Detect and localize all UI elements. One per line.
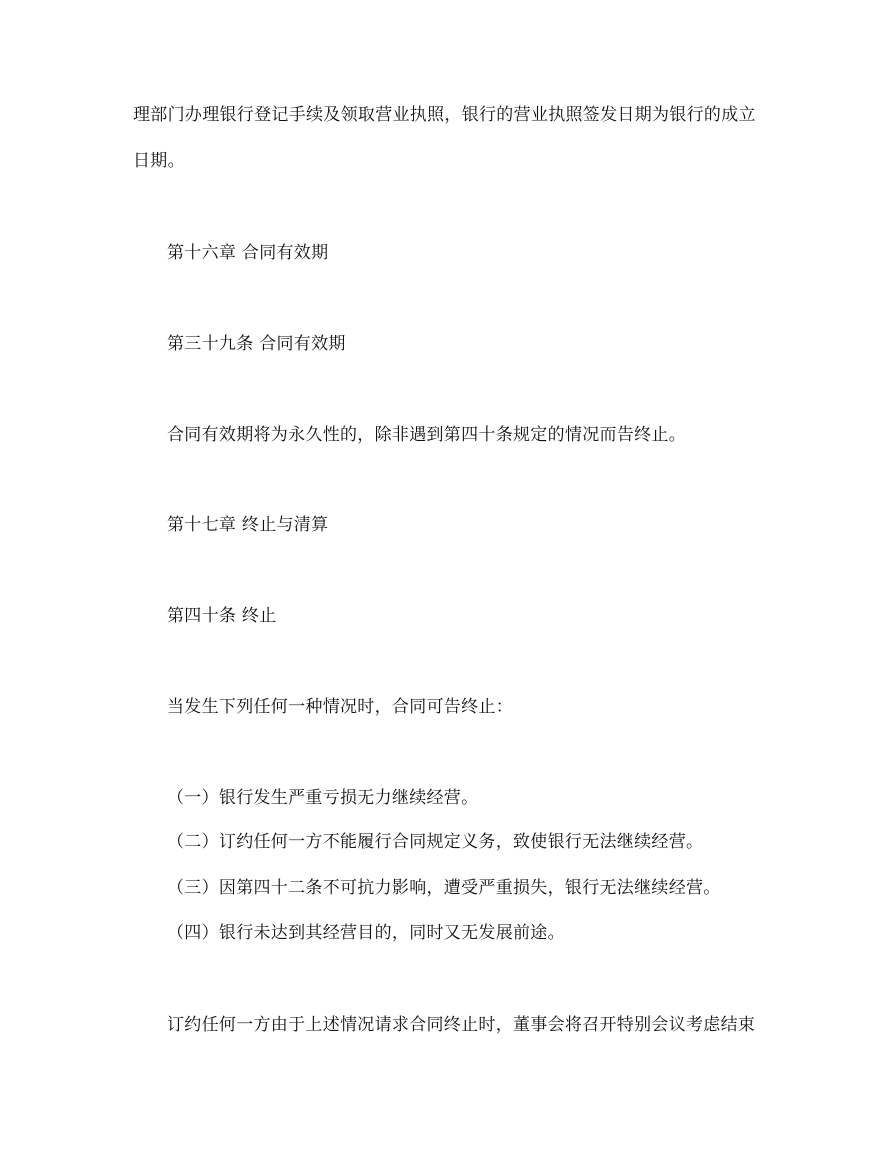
article-40-heading: 第四十条 终止 — [167, 606, 277, 626]
chapter-17-heading: 第十七章 终止与清算 — [167, 515, 329, 535]
article-40-closing: 订约任何一方由于上述情况请求合同终止时，董事会将召开特别会议考虑结束 — [167, 1015, 756, 1035]
continuation-line-2: 日期。 — [133, 151, 185, 171]
termination-item-3: （三）因第四十二条不可抗力影响，遭受严重损失，银行无法继续经营。 — [167, 878, 721, 898]
termination-item-1: （一）银行发生严重亏损无力继续经营。 — [167, 788, 479, 808]
article-40-intro: 当发生下列任何一种情况时，合同可告终止： — [167, 697, 513, 717]
termination-item-4: （四）银行未达到其经营目的，同时又无发展前途。 — [167, 923, 565, 943]
chapter-16-heading: 第十六章 合同有效期 — [167, 243, 329, 263]
article-39-body: 合同有效期将为永久性的，除非遇到第四十条规定的情况而告终止。 — [167, 425, 686, 445]
continuation-line-1: 理部门办理银行登记手续及领取营业执照，银行的营业执照签发日期为银行的成立 — [133, 105, 756, 125]
article-39-heading: 第三十九条 合同有效期 — [167, 334, 346, 354]
termination-item-2: （二）订约任何一方不能履行合同规定义务，致使银行无法继续经营。 — [167, 832, 704, 852]
